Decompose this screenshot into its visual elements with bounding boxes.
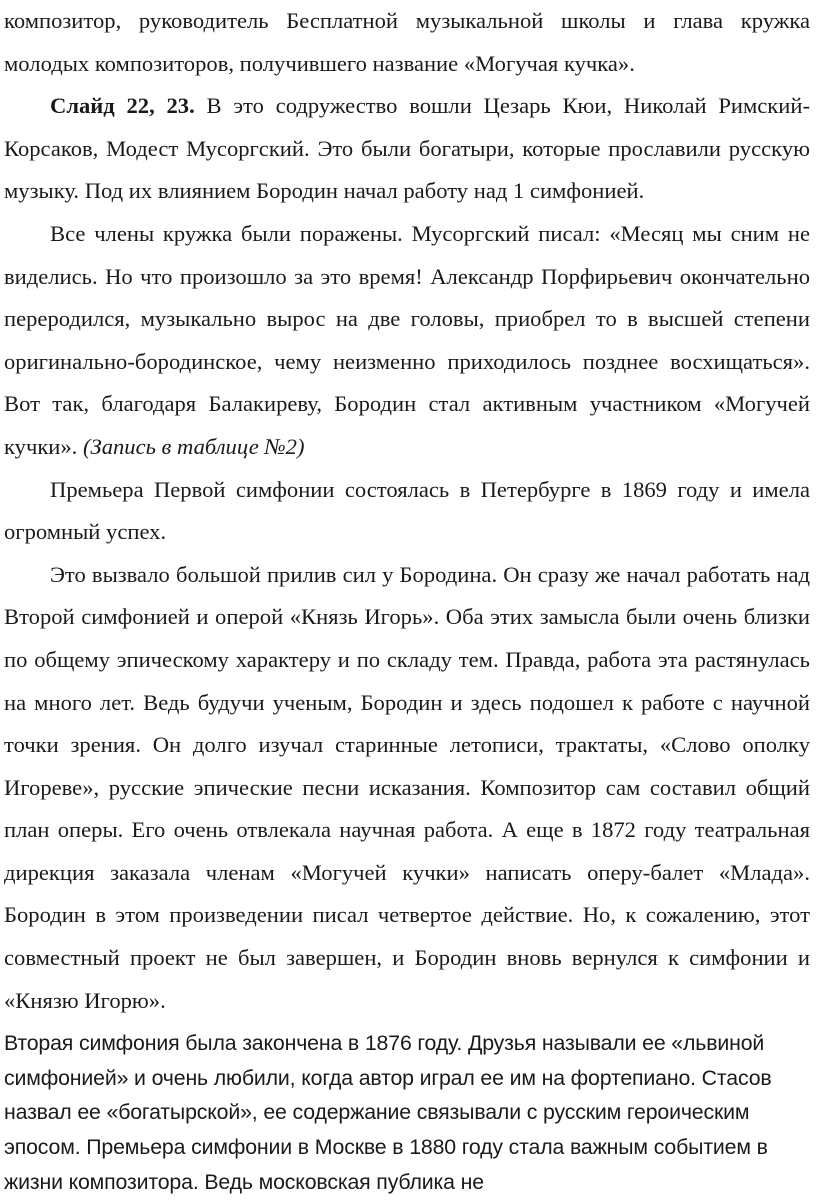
paragraph-3-text: Премьера Первой симфонии состоялась в Петербурге в 1869 году и имела огромный успех.	[4, 476, 810, 545]
paragraph-slide-22-23	[4, 85, 810, 213]
paragraph-first-symphony	[4, 469, 810, 554]
paragraph-mussorgsky-quote	[4, 213, 810, 469]
slide-label: Слайд 22, 23.	[50, 93, 195, 119]
paragraph-5-text: Вторая симфония была закончена в 1876 году. Друзья называли ее «львиной симфонией» и очень любили, когда автор играл ее им на фортепиано. Стасов назвал ее «богатырской», ее содержание связывали с русским героическим эпосом. Премьера симфонии в Москве в 1880 году стала важным событием в жизни композитора. Ведь московская публика не	[4, 1031, 772, 1194]
serif-body	[4, 0, 810, 1022]
paragraph-prince-igor	[4, 554, 810, 1023]
paragraph-1-text: В это содружество вошли Цезарь Кюи, Николай Римский-Корсаков, Модест Мусоргский. Это были богатыри, которые прославили русскую музыку. Под их влиянием Бородин начал работу над 1 симфонией.	[4, 93, 810, 204]
paragraph-4-text: Это вызвало большой прилив сил у Бородина. Он сразу же начал работать над Второй симфонией и оперой «Князь Игорь». Оба этих замысла были очень близки по общему эпическому характеру и по складу тем. Правда, работа эта растянулась на много лет. Ведь будучи ученым, Бородин и здесь подошел к работе с научной точки зрения. Он долго изучал старинные летописи, трактаты, «Слово ополку Игореве», русские эпические песни исказания. Композитор сам составил общий план оперы. Его очень отвлекала научная работа. А еще в 1872 году театральная дирекция заказала членам «Могучей кучки» написать оперу-балет «Млада». Бородин в этом произведении писал четвертое действие. Но, к сожалению, этот совместный проект не был завершен, и Бородин вновь вернулся к симфонии и «Князю Игорю».	[4, 561, 810, 1013]
paragraph-continuation	[4, 0, 810, 85]
paragraph-second-symphony	[4, 1022, 810, 1199]
paragraph-0-text: композитор, руководитель Бесплатной музыкальной школы и глава кружка молодых композиторов, получившего название «Могучая кучка».	[4, 8, 810, 76]
paragraph-2-text: Все члены кружка были поражены. Мусоргский писал: «Месяц мы сним не виделись. Но что произошло за это время! Александр Порфирьевич окончательно переродился, музыкально вырос на две головы, приобрел то в высшей степени оригинально-бородинское, чему неизменно приходилось позднее восхищаться». Вот так, благодаря Балакиреву, Бородин стал активным участником «Могучей кучки».	[4, 220, 810, 459]
table-note: (Запись в таблице №2)	[82, 433, 305, 459]
